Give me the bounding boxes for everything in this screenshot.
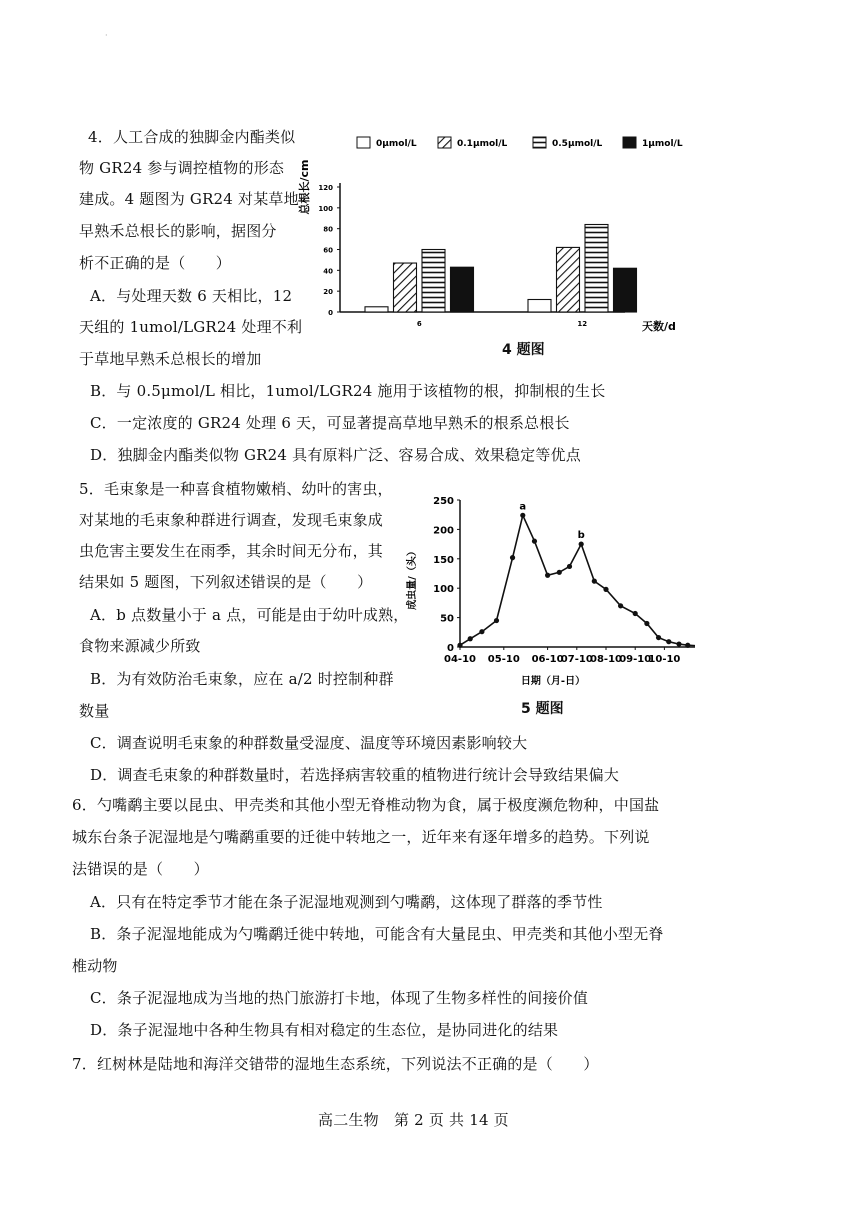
bar-chart-figure-4 [295,125,700,340]
point-label: b [577,530,585,542]
y-tick-label: 0 [328,309,333,317]
q4-stem-line-2: 物 GR24 参与调控植物的形态 [79,159,285,177]
data-point [532,539,537,544]
q5-stem-line-1: 5．毛束象是一种喜食植物嫩梢、幼叶的害虫， [79,480,393,498]
x-tick-label: 05-10 [487,654,520,665]
data-point [603,587,608,592]
legend-swatch [438,137,451,148]
data-point [644,621,649,626]
bar [422,250,445,313]
line-chart-figure-5 [405,490,695,700]
y-tick-label: 0 [447,643,454,654]
q4-stem-line-1: 4．人工合成的独脚金内酯类似 [88,128,296,146]
legend-label: 0.5μmol/L [552,139,603,149]
data-point [579,542,584,547]
q4-option-a-line-1: A．与处理天数 6 天相比，12 [90,287,293,305]
x-axis-label: 天数/d [642,320,676,333]
q4-option-b: B．与 0.5μmol/L 相比，1umol/LGR24 施用于该植物的根，抑制根的生长 [90,382,606,400]
q6-option-d: D．条子泥湿地中各种生物具有相对稳定的生态位，是协同进化的结果 [90,1021,559,1039]
q6-option-c: C．条子泥湿地成为当地的热门旅游打卡地，体现了生物多样性的间接价值 [90,989,589,1007]
q5-option-b-line-1: B．为有效防治毛束象，应在 a/2 时控制种群 [90,670,394,688]
legend-label: 1μmol/L [642,139,683,149]
q4-option-c: C．一定浓度的 GR24 处理 6 天，可显著提高草地早熟禾的根系总根长 [90,414,570,432]
x-tick-label: 04-10 [444,654,476,665]
x-tick-label: 6 [416,320,422,328]
q6-option-b-line-1: B．条子泥湿地能成为勺嘴鹬迁徙中转地，可能含有大量昆虫、甲壳类和其他小型无脊 [90,925,664,943]
y-axis-label: 成虫量/（头） [407,546,418,610]
x-tick-label: 07-10 [560,654,593,665]
q5-stem-line-3: 虫危害主要发生在雨季，其余时间无分布，其 [79,542,384,560]
q5-stem-line-2: 对某地的毛束象种群进行调查，发现毛束象成 [79,511,384,529]
y-tick-label: 100 [318,204,333,213]
q6-stem-line-3: 法错误的是（ ） [72,860,209,878]
data-point [468,636,473,641]
data-point [457,643,462,648]
x-tick-label: 08-10 [590,654,622,665]
y-tick-label: 80 [323,225,333,234]
q5-option-b-line-2: 数量 [79,702,110,720]
data-point [520,513,525,518]
data-point [479,629,484,634]
q5-stem-line-4: 结果如 5 题图，下列叙述错误的是（ ） [79,573,373,591]
bar [365,307,388,312]
q6-option-a: A．只有在特定季节才能在条子泥湿地观测到勺嘴鹬，这体现了群落的季节性 [90,893,603,911]
legend-swatch [623,137,636,148]
q6-stem-line-2: 城东台条子泥湿地是勺嘴鹬重要的迁徙中转地之一，近年来有逐年增多的趋势。下列说 [72,828,650,846]
legend-swatch [357,137,370,148]
q7-stem: 7．红树林是陆地和海洋交错带的湿地生态系统，下列说法不正确的是（ ） [72,1055,599,1073]
data-point [592,579,597,584]
bar [585,225,608,313]
q5-option-c: C．调查说明毛束象的种群数量受湿度、温度等环境因素影响较大 [90,734,528,752]
page-footer: 高二生物 第 2 页 共 14 页 [318,1111,509,1129]
legend-label: 0.1μmol/L [457,139,508,149]
y-tick-label: 250 [433,496,454,507]
y-tick-label: 50 [440,613,454,625]
x-tick-label: 12 [577,320,588,328]
figure-5-caption: 5 题图 [521,701,564,717]
data-point [618,603,623,608]
q5-option-a-line-1: A．b 点数量小于 a 点，可能是由于幼叶成熟， [90,606,409,624]
x-tick-label: 10-10 [648,654,681,665]
data-point [656,635,661,640]
data-point [510,555,515,560]
y-tick-label: 20 [323,288,333,297]
q4-option-d: D．独脚金内酯类似物 GR24 具有原料广泛、容易合成、效果稳定等优点 [90,446,581,464]
data-point [633,611,638,616]
y-axis-label: 总根长/cm [298,159,311,215]
bar [614,268,637,312]
bar [557,247,580,312]
data-point [666,639,671,644]
page-mark: · [105,31,108,40]
q5-option-a-line-2: 食物来源减少所致 [79,637,201,655]
data-point [676,641,681,646]
y-tick-label: 120 [318,184,333,192]
x-axis-label: 日期（月-日） [520,676,586,687]
data-point [545,573,550,578]
y-tick-label: 200 [433,525,454,537]
legend-swatch [533,137,546,148]
q5-option-d: D．调查毛束象的种群数量时，若选择病害较重的植物进行统计会导致结果偏大 [90,766,620,784]
legend-label: 0μmol/L [376,139,417,149]
data-point [685,643,690,648]
q4-stem-line-5: 析不正确的是（ ） [79,254,232,272]
figure-4-caption: 4 题图 [502,342,545,358]
data-point [494,618,499,623]
bar [394,263,417,312]
y-tick-label: 60 [323,246,333,255]
data-point [557,570,562,575]
y-tick-label: 100 [433,584,454,596]
q4-option-a-line-2: 天组的 1umol/LGR24 处理不利 [79,318,303,336]
y-tick-label: 40 [323,267,333,276]
bar [451,267,474,312]
data-point [567,564,572,569]
q4-stem-line-4: 早熟禾总根长的影响，据图分 [79,222,277,240]
q4-stem-line-3: 建成。4 题图为 GR24 对某草地 [79,190,299,208]
q6-option-b-line-2: 椎动物 [72,957,118,975]
y-tick-label: 150 [433,554,454,566]
x-tick-label: 09-10 [619,654,652,665]
x-tick-label: 06-10 [531,654,564,665]
bar [528,300,551,313]
q4-option-a-line-3: 于草地早熟禾总根长的增加 [79,350,262,368]
point-label: a [519,501,527,513]
q6-stem-line-1: 6．勺嘴鹬主要以昆虫、甲壳类和其他小型无脊椎动物为食，属于极度濒危物种，中国盐 [72,796,660,814]
